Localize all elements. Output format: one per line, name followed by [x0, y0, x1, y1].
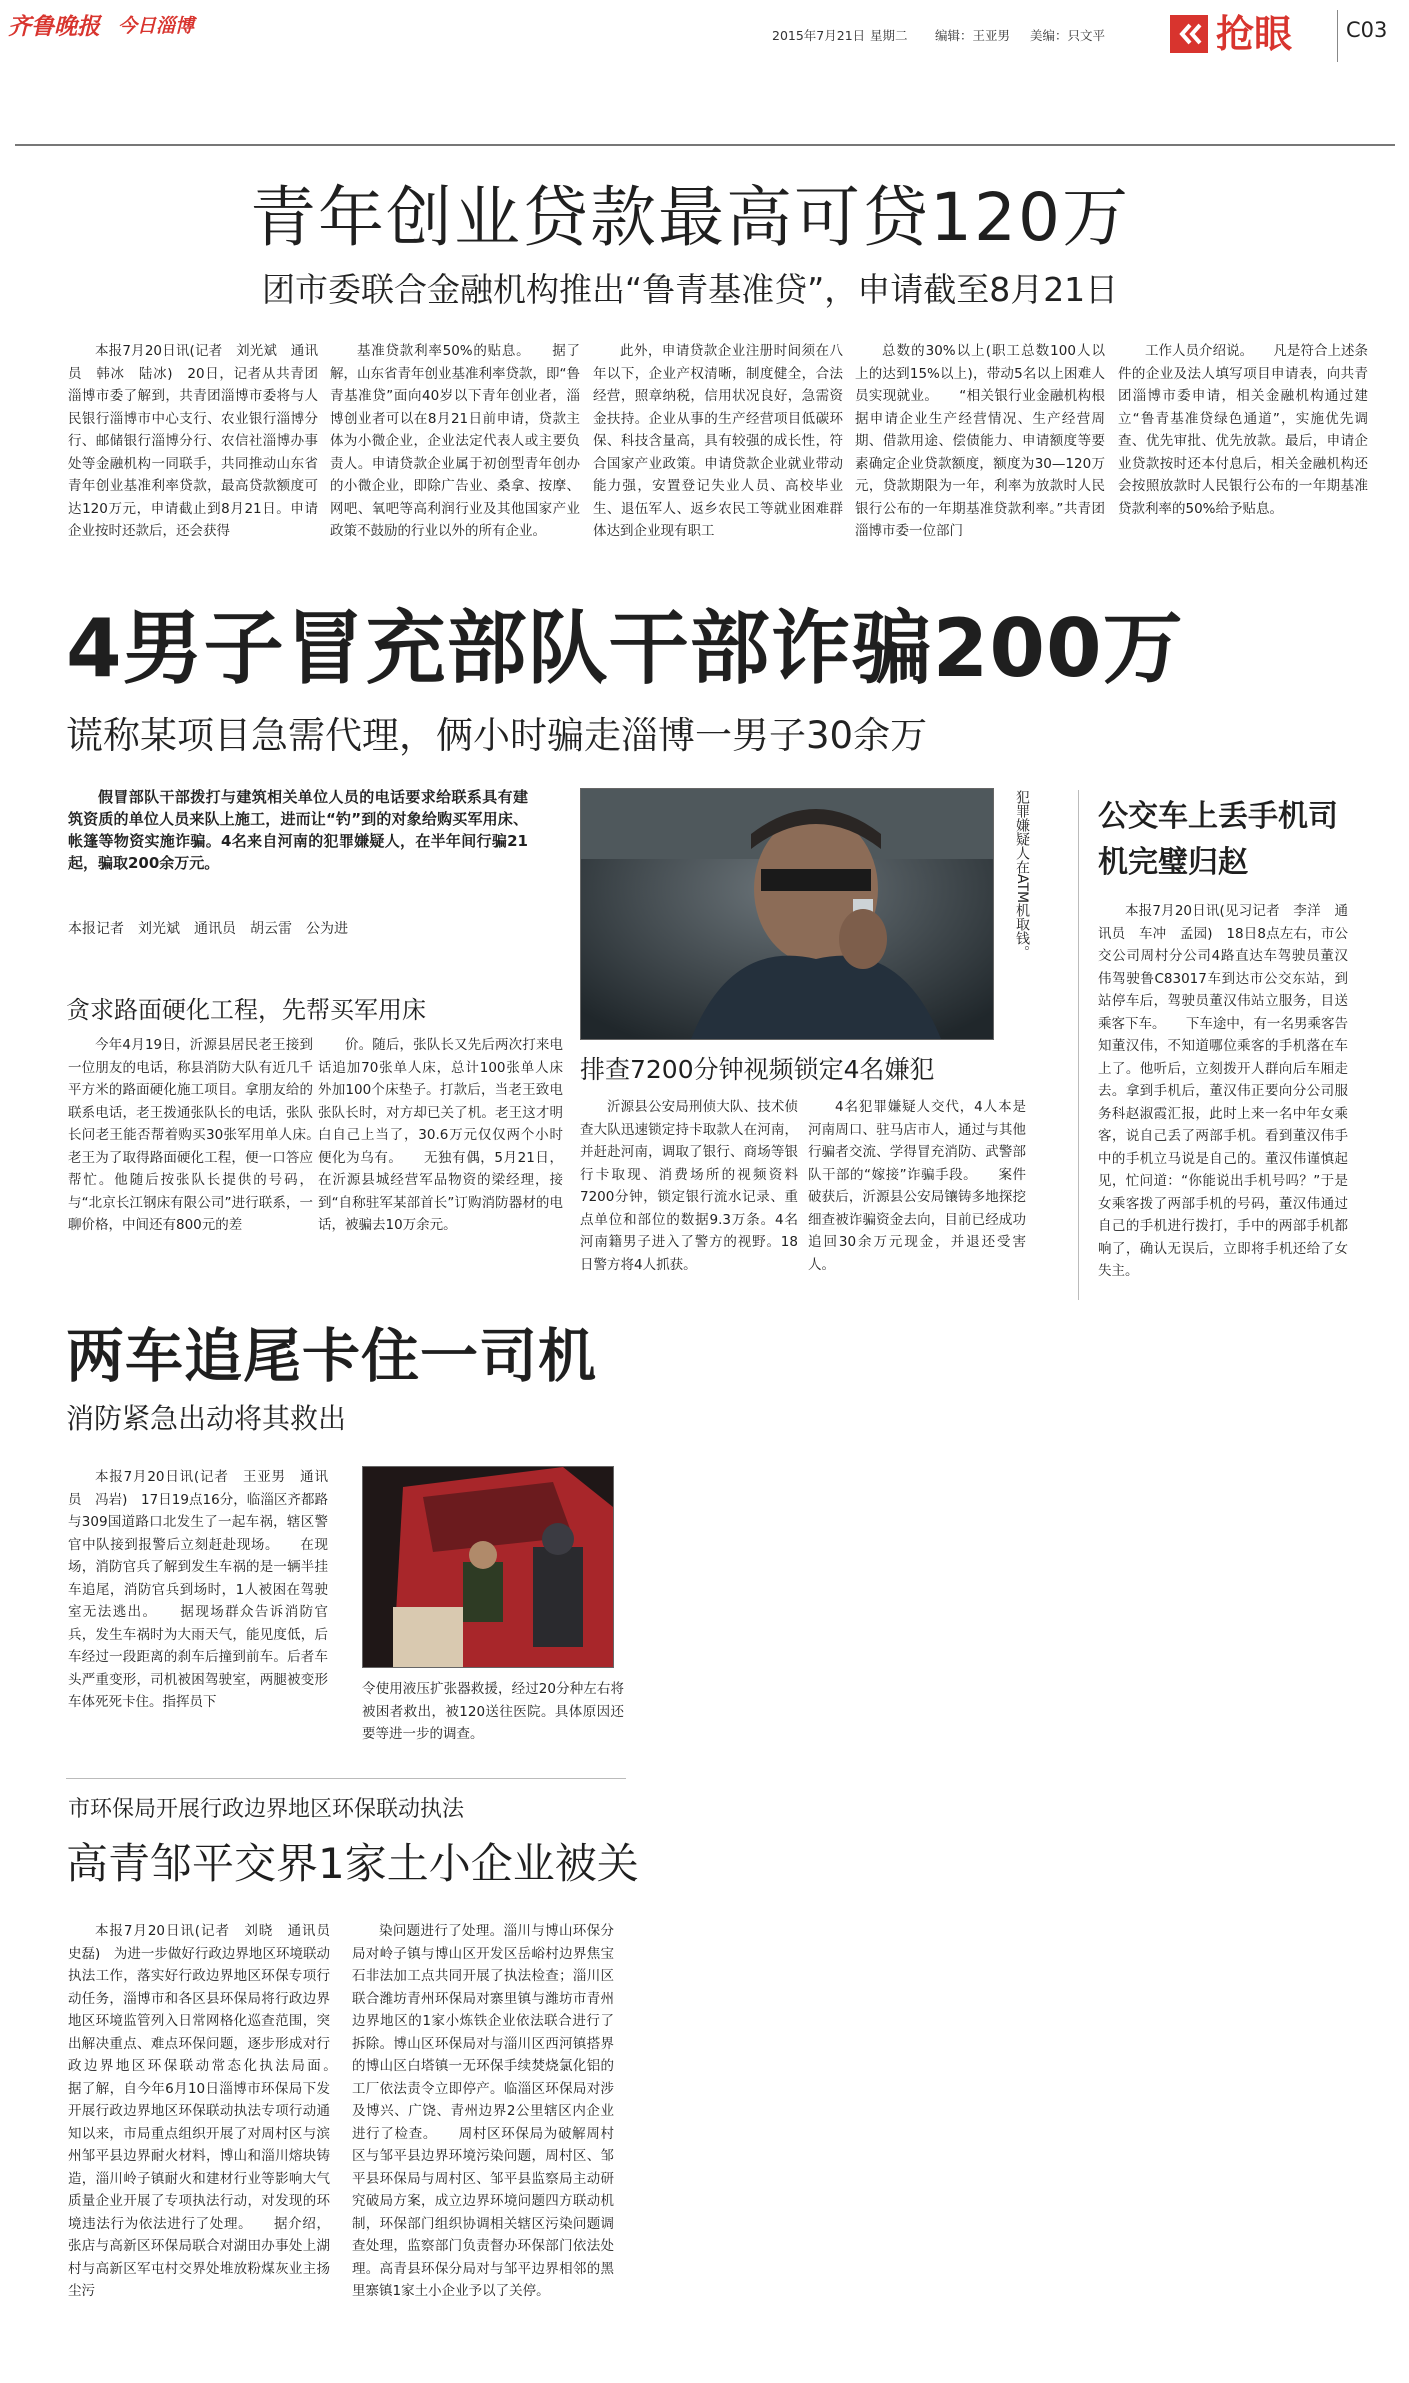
header-date: 2015年7月21日: [772, 28, 866, 43]
sidebar-divider: [1078, 790, 1079, 1300]
header-art-editor: 美编：只文平: [1030, 28, 1106, 43]
header-weekday: 星期二: [870, 28, 908, 43]
article1-col3: 此外，申请贷款企业注册时间须在八年以下，企业产权清晰，制度健全，合法经营，照章纳税，信用状况良好，急需资金扶持。企业从事的生产经营项目低碳环保、科技含量高，具有较强的成长性，符合国家产业政策。申请贷款企业就业带动能力强，安置登记失业人员、高校毕业生、退伍军人、返乡农民工等就业困难群体达到企业现有职工: [593, 343, 843, 539]
article5-col1: 本报7月20日讯(记者 刘晓 通讯员 史磊) 为进一步做好行政边界地区环境联动执法工作，落实好行政边界地区环保专项行动任务，淄博市和各区县环保局将行政边界地区环境监管列入日常网格化巡查范围，突出解决重点、难点环保问题，逐步形成对行政边界地区环保联动常态化执法局面。 据了解，自今年6月10日淄博市环保局下发开展行政边界地区环保联动执法专项行动通知以来，市局重点组织开展了对周村区与滨州邹平县边界耐火材料，博山和淄川熔块铸造，淄川岭子镇耐火和建材行业等影响大气质量企业开展了专项执法行动，对发现的环境违法行为依法进行了处理。 据介绍，张店与高新区环保局联合对湖田办事处上湖村与高新区军屯村交界处堆放粉煤灰业主扬尘污: [68, 1923, 330, 2299]
article1-col5: 工作人员介绍说。 凡是符合上述条件的企业及法人填写项目申请表，向共青团淄博市委申请，相关金融机构通过建立“鲁青基准贷绿色通道”，实施优先调查、优先审批、优先放款。最后，申请企业贷款按时还本付息后，相关金融机构还会按照放款时人民银行公布的一年期基准贷款利率的50%给予贴息。: [1118, 343, 1368, 517]
section-chevron-icon: [1170, 15, 1208, 53]
article1-headline: 青年创业贷款最高可贷120万: [250, 179, 1130, 256]
article1-subheadline: 团市委联合金融机构推出“鲁青基准贷”，申请截至8月21日: [262, 270, 1119, 309]
article4-subheadline: 消防紧急出动将其救出: [66, 1402, 347, 1435]
article4-body: 本报7月20日讯(记者 王亚男 通讯员 冯岩) 17日19点16分，临淄区齐都路与309国道路口北发生了一起车祸，辖区警官中队接到报警后立刻赶赴现场。 在现场，消防官兵了解到发生车祸的是一辆半挂车追尾，消防官兵到场时，1人被困在驾驶室无法逃出。 据现场群众告诉消防官兵，发生车祸时为大雨天气，能见度低，后车经过一段距离的刹车后撞到前车。后者车头严重变形，司机被困驾驶室，两腿被变形车体死死卡住。指挥员下: [68, 1469, 328, 1710]
article2-col1: 今年4月19日，沂源县居民老王接到一位朋友的电话，称县消防大队有近几千平方米的路面硬化施工项目。拿朋友给的联系电话，老王拨通张队长的电话，张队长问老王能否帮着购买30张军用单人床。 老王为了取得路面硬化工程，便一口答应帮忙。他随后按张队长提供的号码，与“北京长江钢床有限公司”进行联系，一聊价格，中间还有800元的差: [68, 1037, 313, 1233]
masthead-logo: 齐鲁晚报: [8, 13, 100, 40]
photo-caption-vertical: 犯罪嫌疑人在ATM机取钱。: [1014, 790, 1030, 960]
article5-top-rule: [66, 1778, 626, 1779]
article3-body: 本报7月20日讯(见习记者 李洋 通讯员 车冲 孟园) 18日8点左右，市公交公司周村分公司4路直达车驾驶员董汉伟驾驶鲁C83017车到达市公交东站，到站停车后，驾驶员董汉伟站立服务，目送乘客下车。 下车途中，有一名男乘客告知董汉伟，不知道哪位乘客的手机落在车上了。他听后，立刻拨开人群向后车厢走去。拿到手机后，董汉伟正要向分公司服务科赵淑霞汇报，此时上来一名中年女乘客，说自己丢了两部手机。看到董汉伟手中的手机立马说是自己的。董汉伟谨慎起见，忙问道：“你能说出手机号吗？”于是女乘客拨了两部手机的号码，董汉伟通过自己的手机进行拨打，手中的两部手机都响了，确认无误后，立即将手机还给了女失主。: [1098, 903, 1348, 1279]
article4-headline: 两车追尾卡住一司机: [66, 1322, 598, 1390]
article3-headline: 公交车上丢手机司机完璧归赵: [1098, 799, 1338, 880]
header-divider-vertical: [1337, 10, 1338, 62]
article5-kicker: 市环保局开展行政边界地区环保联动执法: [68, 1797, 465, 1822]
article2-lead: 假冒部队干部拨打与建筑相关单位人员的电话要求给联系具有建筑资质的单位人员来队上施工，进而让“钓”到的对象给购买军用床、帐篷等物资实施诈骗。4名来自河南的犯罪嫌疑人，在半年间行骗21起，骗取200余万元。: [68, 788, 528, 872]
article5-headline: 高青邹平交界1家土小企业被关: [66, 1839, 639, 1888]
article2-col2: 价。随后，张队长又先后两次打来电话追加70张单人床，总计100张单人床外加100个床垫子。打款后，当老王致电张队长时，对方却已关了机。老王这才明白自己上当了，30.6万元仅仅两个小时便化为乌有。 无独有偶，5月21日，在沂源县城经营军品物资的梁经理，接到“自称驻军某部首长”订购消防器材的电话，被骗去10万余元。: [318, 1037, 563, 1233]
article2-col4: 4名犯罪嫌疑人交代，4人本是河南周口、驻马店市人，通过与其他行骗者交流、学得冒充消防、武警部队干部的“嫁接”诈骗手段。 案件破获后，沂源县公安局镶铸多地探挖细查被诈骗资金去向，目前已经成功追回30余万元现金，并退还受害人。: [808, 1099, 1026, 1273]
atm-suspect-photo: [580, 788, 994, 1040]
article2-subheadline: 谎称某项目急需代理，俩小时骗走淄博一男子30余万: [66, 714, 928, 757]
article1-col4: 总数的30%以上(职工总数100人以上的达到15%以上)，带动5名以上困难人员实现就业。 “相关银行业金融机构根据申请企业生产经营情况、生产经营周期、借款用途、偿债能力、申请额度等要素确定企业贷款额度，额度为30—120万元，贷款期限为一年，利率为放款时人民银行公布的一年期基准贷款利率。”共青团淄博市委一位部门: [855, 343, 1105, 539]
article1-col2: 基准贷款利率50%的贴息。 据了解，山东省青年创业基准利率贷款，即“鲁青基准贷”面向40岁以下青年创业者，淄博创业者可以在8月21日前申请，贷款主体为小微企业，企业法定代表人或主要负责人。申请贷款企业属于初创型青年创办的小微企业，即除广告业、桑拿、按摩、网吧、氧吧等高利润行业及其他国家产业政策不鼓励的行业以外的所有企业。: [330, 343, 580, 539]
article2-col3: 沂源县公安局刑侦大队、技术侦查大队迅速锁定持卡取款人在河南，并赶赴河南，调取了银行、商场等银行卡取现、消费场所的视频资料7200分钟，锁定银行流水记录、重点单位和部位的数据9.3万条。4名河南籍男子进入了警方的视野。18日警方将4人抓获。: [580, 1099, 798, 1273]
header-editor: 编辑：王亚男: [935, 28, 1011, 43]
article4-caption: 令使用液压扩张器救援，经过20分种左右将被困者救出，被120送往医院。具体原因还要等进一步的调查。: [362, 1681, 624, 1742]
rescue-scene-photo: [362, 1466, 614, 1668]
article2-headline: 4男子冒充部队干部诈骗200万: [66, 602, 1184, 695]
article2-subhead-1: 贪求路面硬化工程，先帮买军用床: [66, 996, 426, 1024]
header-rule: [15, 144, 1395, 146]
article5-col2: 染问题进行了处理。淄川与博山环保分局对岭子镇与博山区开发区岳峪村边界焦宝石非法加工点共同开展了执法检查；淄川区联合潍坊青州环保局对寨里镇与潍坊市青州边界地区的1家小炼铁企业依法联合进行了拆除。博山区环保局对与淄川区西河镇搭界的博山区白塔镇一无环保手续焚烧氯化铝的工厂依法责令立即停产。临淄区环保局对涉及博兴、广饶、青州边界2公里辖区内企业进行了检查。 周村区环保局为破解周村区与邹平县边界环境污染问题，周村区、邹平县环保局与周村区、邹平县监察局主动研究破局方案，成立边界环境问题四方联动机制，环保部门组织协调相关辖区污染问题调查处理，监察部门负责督办环保部门依法处理。高青县环保分局对与邹平边界相邻的黑里寨镇1家土小企业予以了关停。: [352, 1923, 614, 2299]
article2-byline: 本报记者 刘光斌 通讯员 胡云雷 公为进: [68, 921, 348, 937]
article1-col1: 本报7月20日讯(记者 刘光斌 通讯员 韩冰 陆冰) 20日，记者从共青团淄博市委了解到，共青团淄博市委将与人民银行淄博市中心支行、农业银行淄博分行、邮储银行淄博分行、农信社淄博办事处等金融机构一同联手，共同推动山东省青年创业基准利率贷款，最高贷款额度可达120万元，申请截止到8月21日。申请企业按时还款后，还会获得: [68, 343, 318, 539]
article2-subhead-2: 排查7200分钟视频锁定4名嫌犯: [580, 1055, 935, 1084]
section-title: 抢眼: [1216, 12, 1293, 56]
page-number: C03: [1346, 18, 1388, 42]
edition-label: 今日淄博: [118, 15, 195, 37]
